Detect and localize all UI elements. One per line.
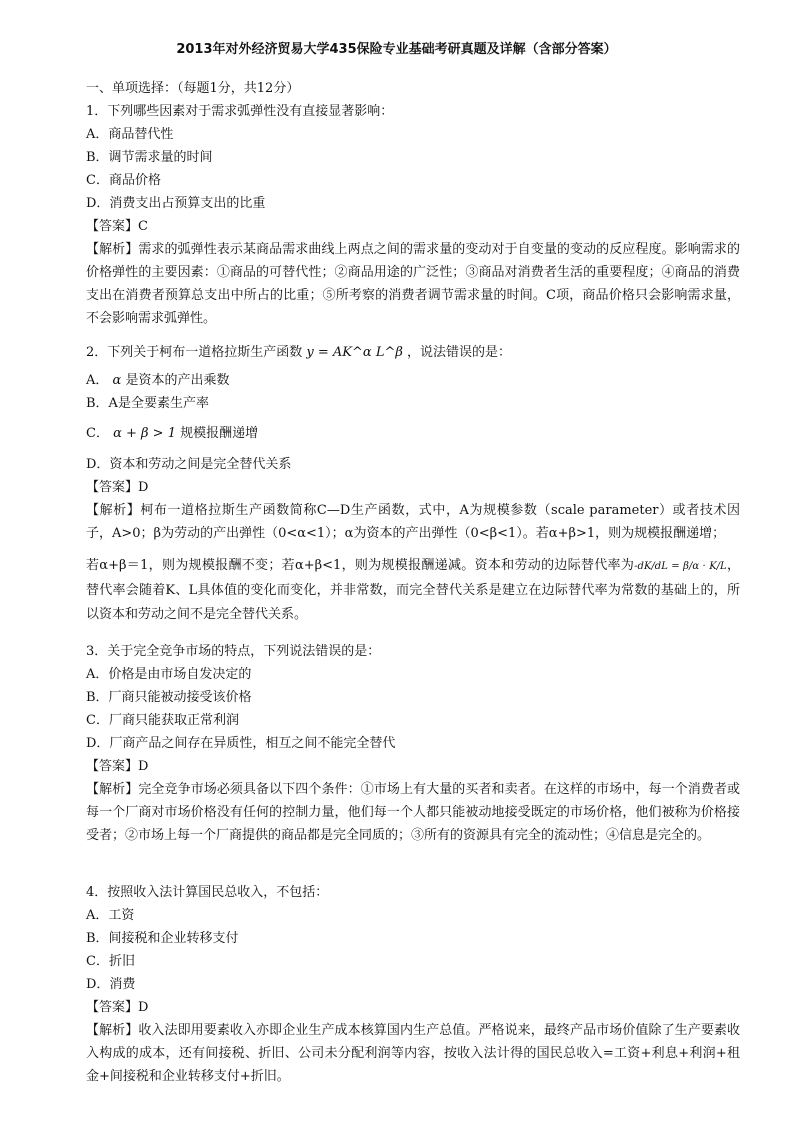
q2-explanation-1: 【解析】柯布一道格拉斯生产函数简称C—D生产函数，式中，A为规模参数（scale parameter）或者技术因子，A>0；β为劳动的产出弹性（0<α<1）；α为资本的产出弹性（0<β<1）。若α+β>1，则为规模报酬递增；: [86, 503, 740, 541]
q1-option-c: C．商品价格: [86, 173, 161, 188]
q1-explanation: 【解析】需求的弧弹性表示某商品需求曲线上两点之间的需求量的变动对于自变量的变动的反应程度。影响需求的价格弹性的主要因素：①商品的可替代性；②商品用途的广泛性；③商品对消费者生活的重要程度；④商品的消费支出在消费者预算总支出中所占的比重；⑤所考察的消费者调节需求量的时间。C项，商品价格只会影响需求量，不会影响需求弧弹性。: [86, 242, 740, 326]
q4-option-b: B．间接税和企业转移支付: [86, 931, 239, 946]
document-title: 2013年对外经济贸易大学435保险专业基础考研真题及详解（含部分答案）: [176, 42, 617, 57]
section-heading: 一、单项选择：（每题1分，共12分）: [86, 81, 300, 96]
q3-option-a: A．价格是由市场自发决定的: [86, 667, 252, 682]
q2-explanation-2-prefix: 若α+β＝1，则为规模报酬不变；若α+β<1，则为规模报酬递减。资本和劳动的边际替代率为: [86, 558, 635, 573]
q2-option-a-label: A．: [86, 373, 109, 388]
q4-question: 4．按照收入法计算国民总收入，不包括：: [86, 885, 329, 900]
q2-option-c: [86, 425, 258, 443]
q3-option-c: C．厂商只能获取正常利润: [86, 713, 239, 728]
q4-option-a: A．工资: [86, 908, 135, 923]
q2-answer: 【答案】D: [86, 480, 149, 495]
q4-answer: 【答案】D: [86, 1000, 149, 1015]
q3-option-b: B．厂商只能被动接受该价格: [86, 690, 252, 705]
q1-answer: 【答案】C: [86, 219, 148, 234]
q4-explanation: 【解析】收入法即用要素收入亦即企业生产成本核算国内生产总值。严格说来，最终产品市场价值除了生产要素收入构成的成本，还有间接税、折旧、公司未分配利润等内容，按收入法计得的国民总收入=工资+利息+利润+租金+间接税和企业转移支付+折旧。: [86, 1023, 740, 1084]
q4-option-c: C．折旧: [86, 954, 135, 969]
q4-option-d: D．消费: [86, 977, 136, 992]
q2-question: [86, 344, 511, 362]
q1-option-a: A．商品替代性: [86, 127, 174, 142]
q3-question: 3．关于完全竞争市场的特点，下列说法错误的是：: [86, 644, 381, 659]
mrts-formula: -dK/dL = β/α · K/L: [634, 561, 727, 572]
returns-to-scale-formula: α + β > 1: [113, 426, 176, 441]
q3-answer: 【答案】D: [86, 759, 149, 774]
q2-question-suffix: ，说法错误的是：: [407, 345, 512, 360]
q1-option-b: B．调节需求量的时间: [86, 150, 213, 165]
q1-option-d: D．消费支出占预算支出的比重: [86, 196, 266, 211]
q2-option-a: [86, 372, 229, 390]
q2-explanation-2: [86, 554, 740, 627]
cobb-douglas-formula: y = AK^α L^β: [306, 345, 403, 360]
q3-option-d: D．厂商产品之间存在异质性，相互之间不能完全替代: [86, 736, 396, 751]
q2-option-c-text: 规模报酬递增: [180, 426, 259, 441]
q2-option-c-label: C．: [86, 426, 109, 441]
q2-option-d: D．资本和劳动之间是完全替代关系: [86, 457, 292, 472]
q2-option-a-text: 是资本的产出乘数: [125, 373, 230, 388]
q3-explanation: 【解析】完全竞争市场必须具备以下四个条件：①市场上有大量的买者和卖者。在这样的市场中，每一个消费者或每一个厂商对市场价格没有任何的控制力量，他们每一个人都只能被动地接受既定的市场价格，他们被称为价格接受者；②市场上每一个厂商提供的商品都是完全同质的；③所有的资源具有完全的流动性；④信息是完全的。: [86, 782, 740, 843]
alpha-symbol: α: [112, 373, 122, 388]
q2-explanation-2-suffix: ，替代率会随着K、L具体值的变化而变化，并非常数，而完全替代关系是建立在边际替代率为常数的基础上的，所以资本和劳动之间不是完全替代关系。: [86, 558, 740, 622]
q1-question: 1．下列哪些因素对于需求弧弹性没有直接显著影响：: [86, 104, 394, 119]
q2-question-prefix: 2．下列关于柯布一道格拉斯生产函数: [86, 345, 303, 360]
q2-option-b: B．A是全要素生产率: [86, 396, 209, 411]
